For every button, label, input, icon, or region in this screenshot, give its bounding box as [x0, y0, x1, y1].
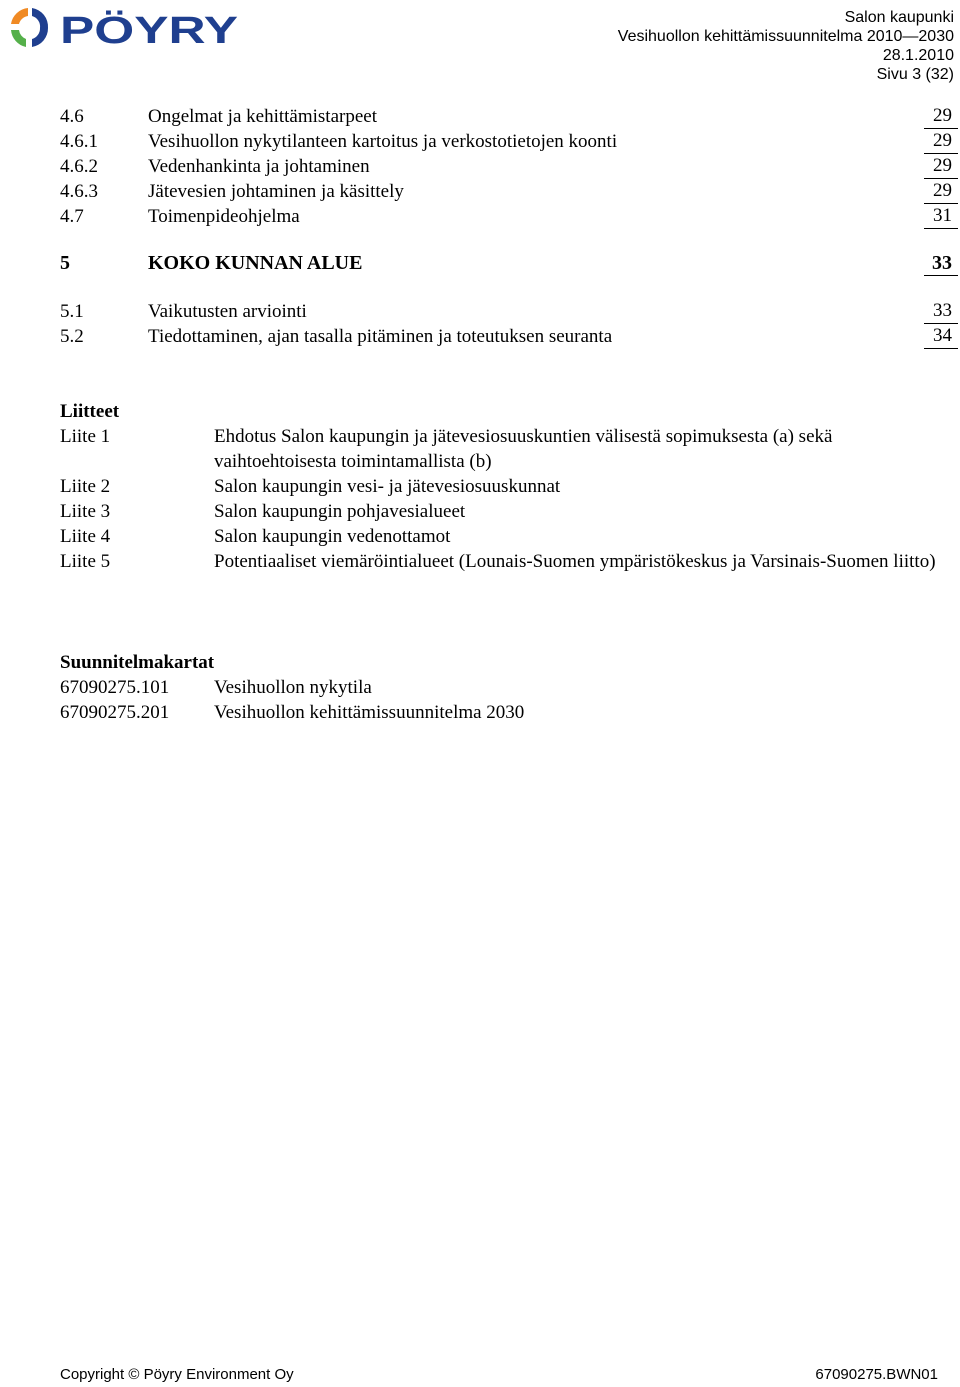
document-header	[618, 8, 954, 84]
plan-map-title: Vesihuollon nykytila	[214, 677, 372, 698]
toc-chapter-entry[interactable]	[60, 251, 958, 276]
appendix-label: Liite 2	[60, 476, 111, 497]
footer-copyright: Copyright © Pöyry Environment Oy	[60, 1366, 294, 1383]
page-number: Sivu 3 (32)	[876, 66, 954, 83]
toc-number: 5	[60, 252, 70, 274]
toc-entry[interactable]	[60, 179, 958, 204]
toc-page: 29	[924, 179, 958, 204]
toc-page: 33	[924, 299, 958, 324]
appendix-description: Salon kaupungin vedenottamot	[214, 526, 451, 547]
document-title: Vesihuollon kehittämissuunnitelma 2010—2030	[617, 28, 954, 45]
document-date: 28.1.2010	[882, 47, 954, 64]
plan-map-id: 67090275.201	[60, 702, 170, 723]
plan-map-id: 67090275.101	[60, 677, 170, 698]
appendix-label: Liite 1	[60, 426, 111, 447]
toc-title: Toimenpideohjelma	[148, 206, 300, 227]
toc-entry[interactable]	[60, 129, 958, 154]
appendix-label: Liite 3	[60, 501, 111, 522]
toc-title: Vedenhankinta ja johtaminen	[148, 156, 370, 177]
toc-number: 4.7	[60, 206, 84, 227]
toc-entry[interactable]	[60, 104, 958, 129]
logo-mark-icon	[11, 8, 48, 47]
toc-entry[interactable]	[60, 324, 958, 349]
toc-page: 31	[924, 204, 958, 229]
footer-document-code: 67090275.BWN01	[815, 1366, 938, 1383]
toc-entry[interactable]	[60, 154, 958, 179]
toc-number: 4.6.1	[60, 131, 98, 152]
toc-number: 5.2	[60, 326, 84, 347]
toc-number: 4.6.3	[60, 181, 98, 202]
poyry-logo	[4, 2, 244, 52]
toc-number: 4.6.2	[60, 156, 98, 177]
appendix-label: Liite 4	[60, 526, 111, 547]
toc-entry[interactable]	[60, 299, 958, 324]
appendix-label: Liite 5	[60, 551, 111, 572]
appendices-heading: Liitteet	[60, 401, 120, 422]
toc-number: 5.1	[60, 301, 84, 322]
toc-title: Jätevesien johtaminen ja käsittely	[148, 181, 404, 202]
toc-page: 29	[924, 129, 958, 154]
toc-title: Tiedottaminen, ajan tasalla pitäminen ja toteutuksen seuranta	[148, 326, 613, 347]
appendix-description: Salon kaupungin vesi- ja jätevesiosuuskunnat	[214, 476, 561, 497]
toc-title: KOKO KUNNAN ALUE	[148, 252, 363, 274]
plan-maps-heading: Suunnitelmakartat	[60, 652, 215, 673]
appendix-description: Potentiaaliset viemäröintialueet (Lounais-Suomen ympäristökeskus ja Varsinais-Suomen liitto)	[214, 551, 936, 572]
client-name: Salon kaupunki	[844, 9, 954, 26]
toc-page: 29	[924, 154, 958, 179]
toc-title: Vesihuollon nykytilanteen kartoitus ja verkostotietojen koonti	[148, 131, 618, 152]
toc-page: 33	[924, 251, 958, 276]
toc-number: 4.6	[60, 106, 84, 127]
appendix-description: Salon kaupungin pohjavesialueet	[214, 501, 466, 522]
plan-map-title: Vesihuollon kehittämissuunnitelma 2030	[214, 702, 525, 723]
toc-page: 34	[924, 324, 958, 349]
toc-title: Ongelmat ja kehittämistarpeet	[148, 106, 377, 127]
toc-entry[interactable]	[60, 204, 958, 229]
toc-page: 29	[924, 104, 958, 129]
appendix-description: Ehdotus Salon kaupungin ja jätevesiosuuskuntien välisestä sopimuksesta (a) sekä vaihtoehtoisesta toimintamallista (b)	[214, 426, 833, 472]
logo-wordmark: PÖYRY	[60, 10, 192, 52]
toc-title: Vaikutusten arviointi	[148, 301, 307, 322]
